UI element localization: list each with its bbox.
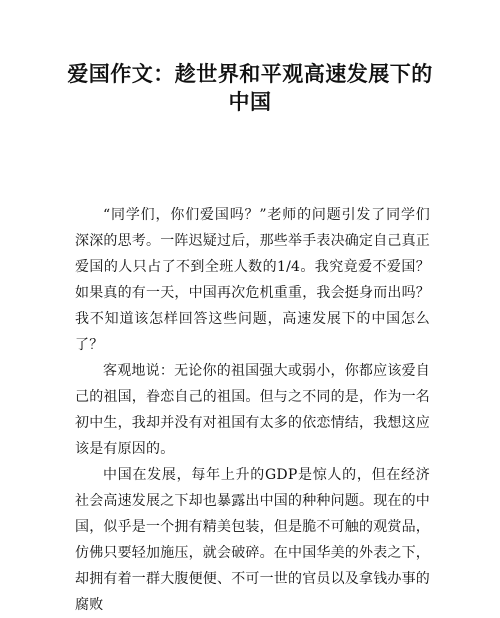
paragraph-2: 客观地说：无论你的祖国强大或弱小，你都应该爱自己的祖国，眷恋自己的祖国。但与之不同的是，作为一名初中生，我却并没有对祖国有太多的依恋情结，我想这应该是有原因的。 xyxy=(75,363,430,457)
document-title: 爱国作文：趁世界和平观高速发展下的中国 xyxy=(67,61,433,114)
document-body xyxy=(75,202,430,618)
paragraph-1: “同学们，你们爱国吗？”老师的问题引发了同学们深深的思考。一阵迟疑过后，那些举手表决确定自己真正爱国的人只占了不到全班人数的1/4。我究竟爱不爱国？如果真的有一天，中国再次危机重重，我会挺身而出吗？我不知道该怎样回答这些问题，高速发展下的中国怎么了？ xyxy=(75,207,430,353)
paragraph-3: 中国在发展，每年上升的GDP是惊人的，但在经济社会高速发展之下却也暴露出中国的种种问题。现在的中国，似乎是一个拥有精美包装，但是脆不可触的观赏品，仿佛只要轻加施压，就会破碎。在中国华美的外表之下，却拥有着一群大腹便便、不可一世的官员以及拿钱办事的腐败 xyxy=(75,467,430,613)
